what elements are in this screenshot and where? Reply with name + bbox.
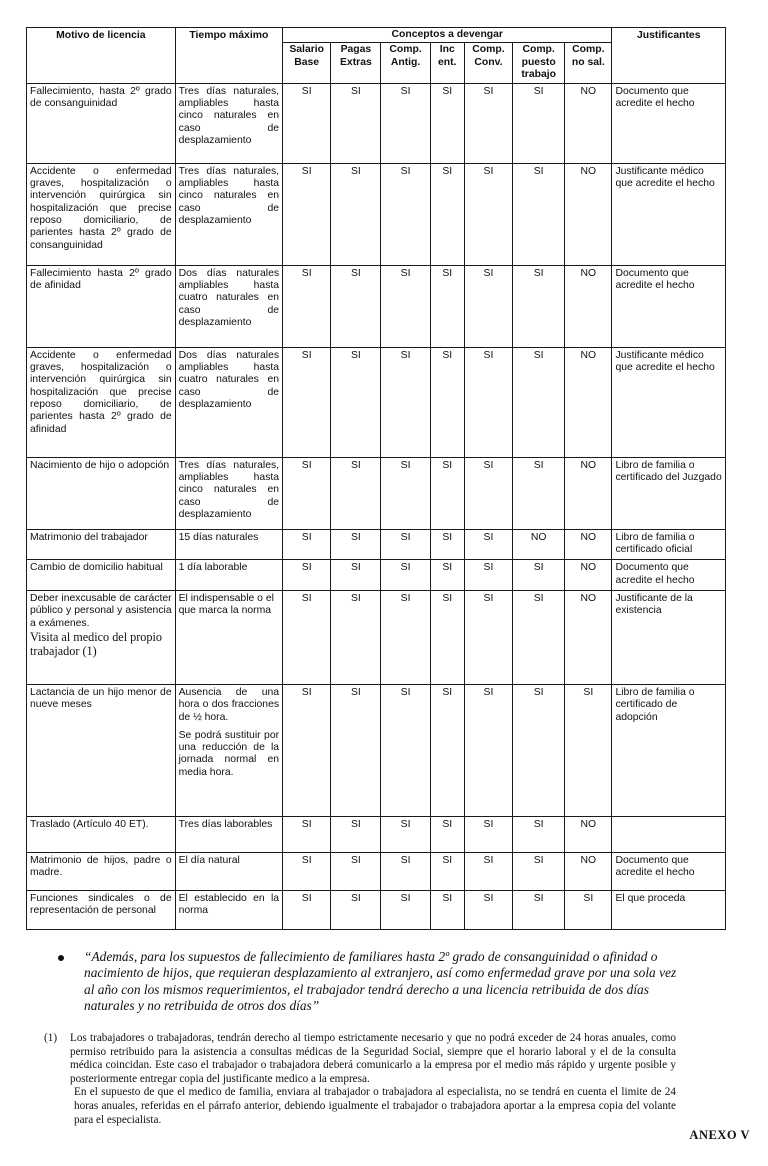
footnote-number: (1) [44,1032,58,1044]
cell-comp-antig: SI [381,852,430,890]
cell-comp-no-sal: SI [565,684,612,816]
cell-tiempo: Dos días naturales ampliables hasta cuatro naturales en caso de desplazamiento [175,265,282,347]
cell-motivo: Lactancia de un hijo menor de nueve meses [27,684,176,816]
cell-salario-base: SI [283,347,331,457]
cell-comp-puesto: SI [513,852,565,890]
subheader-comp-no-sal: Comp. no sal. [565,43,612,84]
table-row [27,265,726,347]
cell-motivo: Matrimonio del trabajador [27,529,176,560]
cell-inc-ent: SI [430,852,464,890]
cell-pagas-extras: SI [331,852,381,890]
cell-salario-base: SI [283,163,331,265]
cell-justificante: Justificante médico que acredite el hecho [612,347,726,457]
cell-pagas-extras: SI [331,684,381,816]
cell-justificante: Justificante de la existencia [612,590,726,684]
cell-tiempo: Tres días laborables [175,816,282,852]
cell-comp-antig: SI [381,590,430,684]
motivo-visita-medico: Visita al medico del propio trabajador (1) [30,629,162,658]
cell-motivo: Fallecimiento, hasta 2º grado de consanguinidad [27,83,176,163]
cell-salario-base: SI [283,590,331,684]
cell-comp-puesto: SI [513,560,565,591]
cell-comp-puesto: SI [513,684,565,816]
cell-comp-puesto: SI [513,347,565,457]
cell-pagas-extras: SI [331,590,381,684]
cell-comp-puesto: SI [513,83,565,163]
cell-pagas-extras: SI [331,560,381,591]
cell-pagas-extras: SI [331,347,381,457]
subheader-comp-puesto: Comp. puesto trabajo [513,43,565,84]
cell-inc-ent: SI [430,265,464,347]
table-row [27,457,726,529]
bullet-text: “Además, para los supuestos de fallecimiento de familiares hasta 2º grado de consanguinidad o afinidad o nacimiento de hijos, que requieran desplazamiento al extranjero, así como enfermedad grave por una sola vez al año con los mismos requerimientos, el trabajador tendrá derecho a una licencia retribuida de dos días naturales y no retribuida de otros dos días” [84,949,677,1014]
cell-comp-puesto: SI [513,890,565,929]
cell-comp-conv: SI [464,852,512,890]
cell-motivo: Traslado (Artículo 40 ET). [27,816,176,852]
cell-justificante: Libro de familia o certificado oficial [612,529,726,560]
cell-justificante: Libro de familia o certificado de adopción [612,684,726,816]
table-row [27,852,726,890]
table-row [27,890,726,929]
cell-motivo: Fallecimiento hasta 2º grado de afinidad [27,265,176,347]
table-row [27,684,726,816]
cell-inc-ent: SI [430,684,464,816]
cell-comp-antig: SI [381,265,430,347]
table-row [27,816,726,852]
cell-inc-ent: SI [430,347,464,457]
cell-comp-conv: SI [464,590,512,684]
cell-comp-conv: SI [464,163,512,265]
tiempo-extra: Se podrá sustituir por una reducción de la jornada normal en media hora. [178,729,280,778]
cell-comp-puesto: SI [513,163,565,265]
cell-motivo: Accidente o enfermedad graves, hospitalización o intervención quirúrgica sin hospitalización que precise reposo domiciliario, de parientes hasta 2º grado de consanguinidad [27,163,176,265]
cell-comp-antig: SI [381,163,430,265]
cell-comp-conv: SI [464,816,512,852]
cell-comp-no-sal: NO [565,163,612,265]
subheader-comp-antig: Comp. Antig. [381,43,430,84]
cell-comp-antig: SI [381,684,430,816]
cell-salario-base: SI [283,457,331,529]
cell-comp-conv: SI [464,457,512,529]
cell-comp-puesto: NO [513,529,565,560]
cell-inc-ent: SI [430,816,464,852]
cell-motivo [27,590,176,684]
cell-comp-no-sal: NO [565,560,612,591]
cell-comp-no-sal: SI [565,890,612,929]
cell-inc-ent: SI [430,163,464,265]
cell-inc-ent: SI [430,590,464,684]
cell-comp-conv: SI [464,890,512,929]
bullet-paragraph [58,949,688,1015]
cell-comp-no-sal: NO [565,529,612,560]
bullet-dot-icon [58,955,64,961]
table-row [27,590,726,684]
cell-tiempo: Tres días naturales, ampliables hasta cinco naturales en caso de desplazamiento [175,83,282,163]
subheader-pagas-extras: Pagas Extras [331,43,381,84]
cell-comp-antig: SI [381,457,430,529]
subheader-comp-conv: Comp. Conv. [464,43,512,84]
cell-justificante: Documento que acredite el hecho [612,83,726,163]
cell-justificante: Documento que acredite el hecho [612,852,726,890]
cell-pagas-extras: SI [331,163,381,265]
cell-pagas-extras: SI [331,83,381,163]
header-conceptos: Conceptos a devengar [283,28,612,43]
cell-tiempo: 1 día laborable [175,560,282,591]
cell-salario-base: SI [283,529,331,560]
cell-comp-no-sal: NO [565,457,612,529]
subheader-inc-ent: Inc ent. [430,43,464,84]
cell-comp-no-sal: NO [565,816,612,852]
cell-tiempo: Tres días naturales, ampliables hasta cinco naturales en caso de desplazamiento [175,163,282,265]
cell-inc-ent: SI [430,560,464,591]
licencias-table [26,27,726,930]
cell-comp-no-sal: NO [565,590,612,684]
cell-salario-base: SI [283,890,331,929]
cell-comp-antig: SI [381,816,430,852]
cell-salario-base: SI [283,816,331,852]
cell-inc-ent: SI [430,83,464,163]
header-justificantes: Justificantes [612,28,726,84]
cell-justificante [612,816,726,852]
cell-justificante: El que proceda [612,890,726,929]
cell-motivo: Nacimiento de hijo o adopción [27,457,176,529]
cell-tiempo [175,684,282,816]
cell-tiempo: 15 días naturales [175,529,282,560]
cell-pagas-extras: SI [331,529,381,560]
cell-inc-ent: SI [430,890,464,929]
cell-salario-base: SI [283,265,331,347]
cell-salario-base: SI [283,560,331,591]
cell-salario-base: SI [283,852,331,890]
cell-comp-conv: SI [464,529,512,560]
table-row [27,347,726,457]
cell-comp-conv: SI [464,347,512,457]
cell-pagas-extras: SI [331,890,381,929]
cell-motivo: Cambio de domicilio habitual [27,560,176,591]
cell-comp-antig: SI [381,83,430,163]
cell-comp-conv: SI [464,265,512,347]
footnote-paragraph-2: En el supuesto de que el medico de familia, enviara al trabajador o trabajadora al especialista, no se tendrá en cuenta el limite de 24 horas anuales, referidas en el párrafo anterior, debiendo igualmente el trabajador o trabajadora aportar a la empresa copia del volante para el especialista. [74,1086,676,1126]
cell-comp-conv: SI [464,560,512,591]
header-motivo: Motivo de licencia [27,28,176,84]
cell-comp-puesto: SI [513,816,565,852]
cell-salario-base: SI [283,83,331,163]
cell-motivo: Funciones sindicales o de representación de personal [27,890,176,929]
cell-pagas-extras: SI [331,816,381,852]
cell-tiempo: Tres días naturales, ampliables hasta cinco naturales en caso de desplazamiento [175,457,282,529]
cell-tiempo: El día natural [175,852,282,890]
table-row [27,83,726,163]
cell-justificante: Documento que acredite el hecho [612,560,726,591]
cell-comp-puesto: SI [513,590,565,684]
cell-comp-no-sal: NO [565,83,612,163]
cell-comp-puesto: SI [513,265,565,347]
cell-comp-antig: SI [381,347,430,457]
annex-label: ANEXO V [689,1128,750,1142]
cell-salario-base: SI [283,684,331,816]
cell-pagas-extras: SI [331,457,381,529]
cell-comp-no-sal: NO [565,852,612,890]
cell-justificante: Justificante médico que acredite el hecho [612,163,726,265]
cell-motivo: Matrimonio de hijos, padre o madre. [27,852,176,890]
cell-justificante: Documento que acredite el hecho [612,265,726,347]
cell-pagas-extras: SI [331,265,381,347]
cell-comp-no-sal: NO [565,347,612,457]
cell-comp-antig: SI [381,529,430,560]
table-row [27,560,726,591]
cell-inc-ent: SI [430,457,464,529]
cell-comp-no-sal: NO [565,265,612,347]
motivo-text: Deber inexcusable de carácter público y personal y asistencia a exámenes. [30,592,172,629]
footnote [44,1032,676,1127]
subheader-salario-base: Salario Base [283,43,331,84]
cell-tiempo: Dos días naturales ampliables hasta cuatro naturales en caso de desplazamiento [175,347,282,457]
table-row [27,163,726,265]
cell-comp-antig: SI [381,560,430,591]
cell-comp-antig: SI [381,890,430,929]
cell-comp-conv: SI [464,83,512,163]
cell-tiempo: El indispensable o el que marca la norma [175,590,282,684]
header-tiempo: Tiempo máximo [175,28,282,84]
cell-motivo: Accidente o enfermedad graves, hospitalización o intervención quirúrgica sin hospitalización que precise reposo domiciliario, de parientes hasta 2º grado de afinidad [27,347,176,457]
cell-inc-ent: SI [430,529,464,560]
cell-comp-puesto: SI [513,457,565,529]
table-row [27,529,726,560]
cell-tiempo: El establecido en la norma [175,890,282,929]
cell-comp-conv: SI [464,684,512,816]
footnote-paragraph-1: Los trabajadores o trabajadoras, tendrán derecho al tiempo estrictamente necesario y que no podrá exceder de 24 horas anuales, como permiso retribuido para la asistencia a consultas médicas de la Seguridad Social, siempre que el horario laboral y el de la consulta médica coincidan. Este caso el trabajador o trabajadora deberá comunicarlo a la empresa por el medio más rápido y urgente posible y posteriormente entregar copia del justificante medico a la empresa. [70,1032,676,1085]
cell-justificante: Libro de familia o certificado del Juzgado [612,457,726,529]
tiempo-text: Ausencia de una hora o dos fracciones de ½ hora. [178,686,280,723]
